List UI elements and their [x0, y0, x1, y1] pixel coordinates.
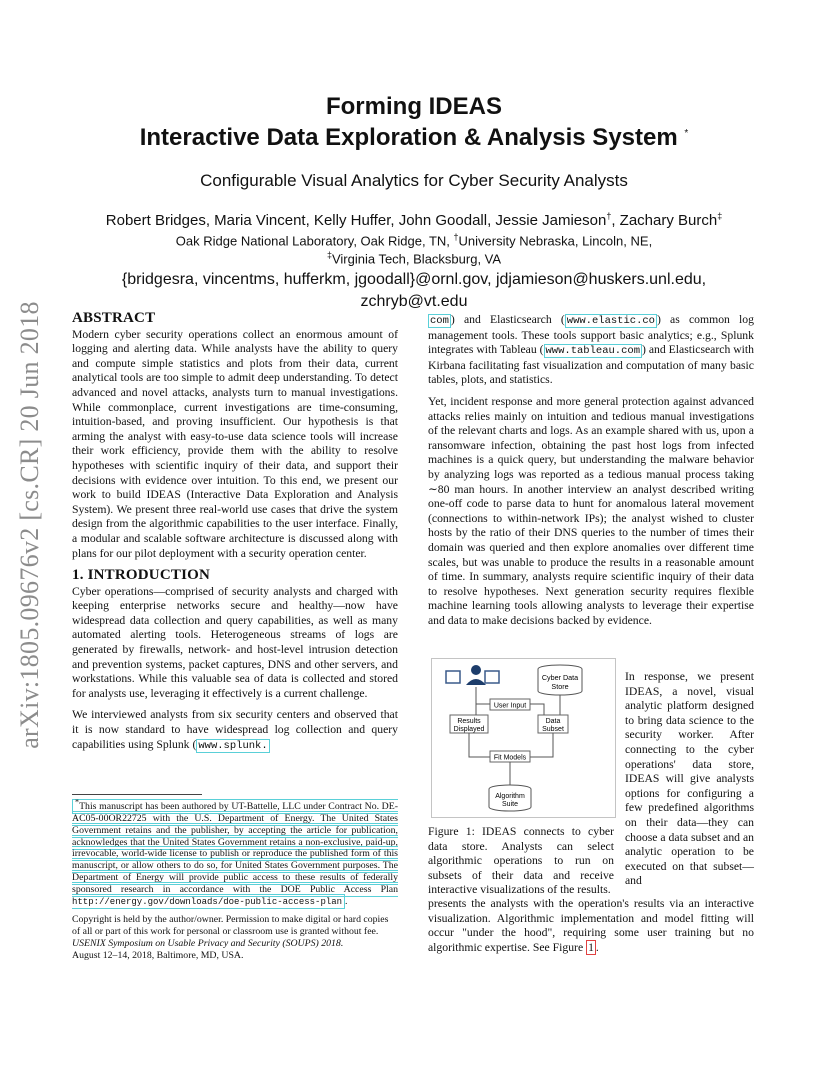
footnote: *This manuscript has been authored by UT-Battelle, LLC under Contract No. DE-AC05-00OR22725 with the U.S. Department of Energy. The United States Government retains and the publisher, by accepting the article for publication, acknowledges that the United States Government retains a non-exclusive, paid-up, irrevocable, world-wide license to publish or reproduce the published form of this manuscript, or allow others to do so, for United States Government purposes. The Department of Energy will provide public access to these results of federally sponsored research in accordance with the DOE Public Access Plan http://energy.gov/downloads/doe-public-access-plan .	[72, 798, 398, 907]
author-list: Robert Bridges, Maria Vincent, Kelly Huffer, John Goodall, Jessie Jamieson†, Zachary Burch‡	[105, 211, 723, 229]
splunk-link[interactable]: www.splunk.	[198, 739, 268, 752]
figure-1-caption: Figure 1: IDEAS connects to cyber data store. Analysts can select algorithmic operations to run on subsets of their data and receive interactive visualizations of the results.	[428, 825, 614, 897]
intro-heading: 1. INTRODUCTION	[72, 567, 211, 584]
email-line1: {bridgesra, vincentms, hufferkm, jgoodall}@ornl.gov, jdjamieson@huskers.unl.edu,	[121, 270, 707, 288]
footnote-divider	[72, 794, 202, 795]
paper-subtitle: Configurable Visual Analytics for Cyber Security Analysts	[200, 171, 628, 190]
tableau-link[interactable]: www.tableau.com	[545, 345, 641, 358]
doe-link[interactable]: http://energy.gov/downloads/doe-public-access-plan	[72, 896, 343, 907]
intro-paragraph-2-cont: com ) and Elasticsearch ( www.elastic.co ) as common log management tools. These tools support basic analytics; e.g., Splunk integrates with Tableau ( www.tableau.com ) and Elasticsearch with Kirbana facilitating fast visualization and computation of many basic tables, plots, and statistics.	[428, 313, 754, 387]
svg-text:Results: Results	[457, 718, 481, 725]
paper-title-line1: Forming IDEAS	[325, 93, 502, 120]
svg-text:Subset: Subset	[542, 726, 564, 733]
affiliation-line2: ‡Virginia Tech, Blacksburg, VA	[326, 250, 502, 267]
analyst-icon	[446, 665, 499, 685]
intro-paragraph-2: We interviewed analysts from six security centers and observed that it is now standard to have widespread log collection and query capabilities using Splunk ( www.splunk.	[72, 708, 398, 752]
algorithm-suite-icon	[489, 785, 531, 811]
intro-paragraph-1: Cyber operations—comprised of security analysts and charged with keeping enterprise networks secure and healthy—now have widespread data collection and query capabilities, as well as many automated alerting tools. Heterogeneous streams of logs are generated by firewalls, network- and host-level intrusion detection and prevention systems, packet captures, DNS and other servers, and workstations. While this valuable sea of data is collected and stored for analysts use, leveraging it effectively is a current challenge.	[72, 584, 398, 700]
svg-text:User Input: User Input	[493, 702, 527, 710]
right-column	[428, 313, 754, 635]
arxiv-stamp: arXiv:1805.09676v2 [cs.CR] 20 Jun 2018	[15, 301, 44, 749]
footnote-box[interactable]: *This manuscript has been authored by UT-Battelle, LLC under Contract No. DE-AC05-00OR22725 with the U.S. Department of Energy. The United States Government retains and the publisher, by accepting the article for publication, acknowledges that the United States Government retains a non-exclusive, paid-up, irrevocable, world-wide license to publish or reproduce the published form of this manuscript, or allow others to do so, for United States Government purposes. The Department of Energy will provide public access to these results of federally sponsored research in accordance with the DOE Public Access Plan http://energy.gov/downloads/doe-public-access-plan	[72, 798, 398, 907]
title-footnote-mark[interactable]: *	[684, 128, 689, 139]
copyright-notice: Copyright is held by the author/owner. Permission to make digital or hard copies of all or part of this work for personal or classroom use is granted without fee. USENIX Symposium on Usable Privacy and Security (SOUPS) 2018. August 12–14, 2018, Baltimore, MD, USA.	[72, 914, 389, 961]
paper-title-line2: Interactive Data Exploration & Analysis System *	[139, 124, 689, 151]
intro-paragraph-4-bottom: presents the analysts with the operation's results via an interactive visualization. Algorithmic implementation and model fitting will occur "under the hood", requiring some user training but no algorithmic expertise. See Figure 1 .	[428, 897, 754, 954]
elastic-link[interactable]: www.elastic.co	[566, 315, 655, 327]
affiliation-line1: Oak Ridge National Laboratory, Oak Ridge, TN, †University Nebraska, Lincoln, NE,	[175, 232, 653, 249]
svg-text:Cyber Data: Cyber Data	[541, 673, 579, 682]
intro-paragraph-3: Yet, incident response and more general protection against advanced attacks relies mainly on intuition and tedious manual investigations of the relevant charts and logs. As an example shared with us, upon a ransomware infection, obtaining the past host logs from infected machines is a quick query, but understanding the malware behavior by analyzing logs was reported as a tedious manual process taking ∼80 man hours. In another interview an analyst described writing one-off code to parse data to hunt for anomalous lateral movement (connections to within-network IPs); the analyst wished to cluster hosts by the ratio of their DNS queries to the number of times their domain was queried and then explore anomalies over different time scales, but was unable to produce the results in a reasonable amount of time. In summary, analysts require scientific inquiry of their data to resolve hypotheses. Next generation security requires flexible machine learning tools allowing analysts to leverage their expertise and data to make decisions backed by evidence.	[428, 394, 754, 627]
svg-text:Data: Data	[545, 718, 561, 725]
svg-text:Algorithm: Algorithm	[495, 793, 525, 800]
title-block	[60, 93, 768, 311]
left-column	[72, 311, 398, 760]
abstract-text: Modern cyber security operations collect an enormous amount of logging and alerting data. While analysts have the ability to query and compute simple statistics and plots from their data, current analytical tools are too simple to admit deep understanding. To detect advanced and novel attacks, analysts turn to manual investigations. While commonplace, current investigations are time-consuming, intuition-based, and proving insufficient. Our hypothesis is that arming the analyst with easy-to-use data science tools will increase their work efficiency, provide them with the ability to resolve hypotheses with scientific inquiry of their data, and support their decisions with evidence over intuition. To this end, we present our work to build IDEAS (Interactive Data Exploration and Analysis System). We present three real-world use cases that drive the system design from the algorithmic capabilities to the user interface. Finally, a modular and scalable software architecture is discussed along with plans for our pilot deployment with a security operation center.	[72, 327, 398, 560]
intro-paragraph-4-side: In response, we present IDEAS, a novel, visual analytic platform designed to bring data science to the security worker. After connecting to the cyber operations' data store, IDEAS will give analysts options for configuring a few predefined algorithms on their data—they can choose a data subset and an analytic operation to be executed on that subset—and	[625, 670, 754, 888]
svg-text:Displayed: Displayed	[453, 726, 485, 733]
cyber-data-store-icon	[538, 665, 582, 695]
figure-1-diagram	[431, 658, 616, 818]
abstract-heading: ABSTRACT	[72, 310, 156, 326]
figure-1-ref-link[interactable]: 1	[588, 940, 594, 954]
email-line2: zchryb@vt.edu	[360, 292, 468, 310]
svg-text:Fit Models: Fit Models	[493, 754, 527, 762]
svg-text:Store: Store	[551, 682, 569, 691]
splunk-link-cont[interactable]: com	[430, 315, 449, 327]
svg-text:Suite: Suite	[502, 801, 518, 808]
